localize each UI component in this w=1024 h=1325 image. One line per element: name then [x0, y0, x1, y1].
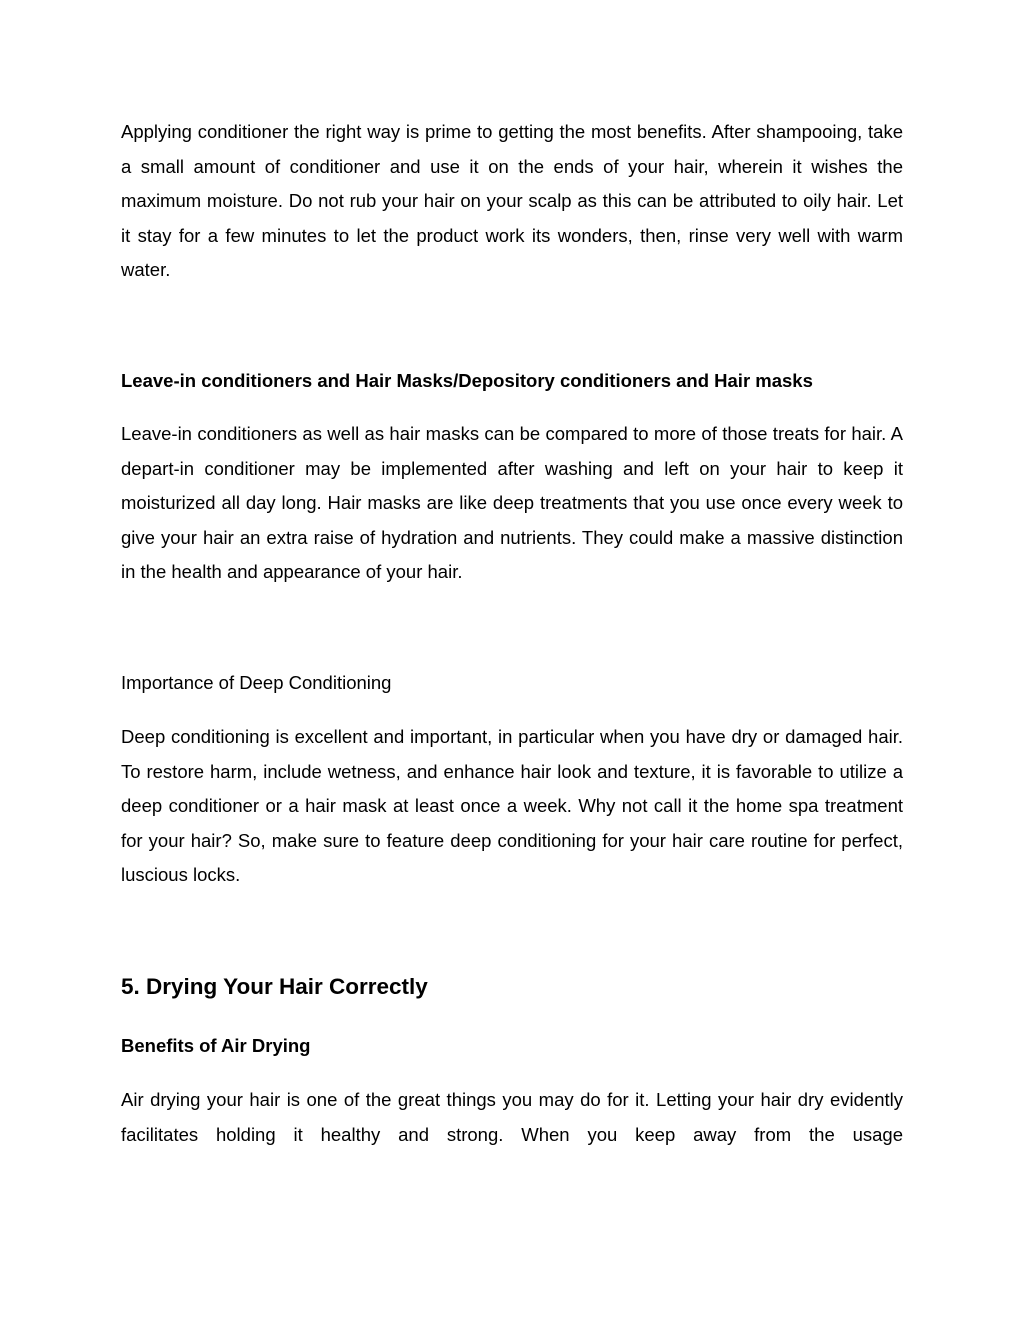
heading-benefits-air-drying: Benefits of Air Drying [121, 1035, 311, 1056]
heading-leave-in-conditioners: Leave-in conditioners and Hair Masks/Depository conditioners and Hair masks [121, 370, 813, 391]
paragraph-air-drying: Air drying your hair is one of the great things you may do for it. Letting your hair dry evidently facilitates holding it healthy and strong. When you keep away from the usage [121, 1089, 903, 1145]
section-heading-drying-hair: 5. Drying Your Hair Correctly [121, 974, 428, 999]
paragraph-leave-in-conditioners: Leave-in conditioners as well as hair masks can be compared to more of those treats for hair. A depart-in conditioner may be implemented after washing and left on your hair to keep it moisturized all day long. Hair masks are like deep treatments that you use once every week to give your hair an extra raise of hydration and nutrients. They could make a massive distinction in the health and appearance of your hair. [121, 423, 903, 583]
paragraph-deep-conditioning: Deep conditioning is excellent and important, in particular when you have dry or damaged hair. To restore harm, include wetness, and enhance hair look and texture, it is favorable to utilize a deep conditioner or a hair mask at least once a week. Why not call it the home spa treatment for your hair? So, make sure to feature deep conditioning for your hair care routine for perfect, luscious locks. [121, 726, 903, 886]
paragraph-applying-conditioner: Applying conditioner the right way is prime to getting the most benefits. After shampooing, take a small amount of conditioner and use it on the ends of your hair, wherein it wishes the maximum moisture. Do not rub your hair on your scalp as this can be attributed to oily hair. Let it stay for a few minutes to let the product work its wonders, then, rinse very well with warm water. [121, 121, 903, 281]
heading-importance-deep-conditioning: Importance of Deep Conditioning [121, 672, 392, 693]
